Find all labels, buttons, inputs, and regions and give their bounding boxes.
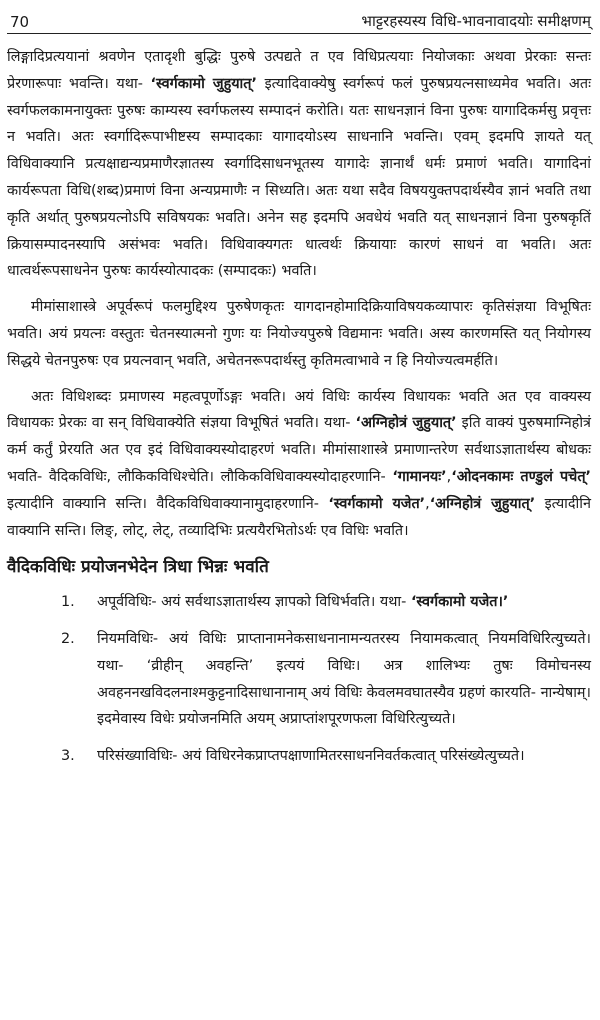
text-run: अतः विधिशब्दः प्रमाणस्य महत्वपूर्णोऽङ्गः भवति। अयं विधिः कार्यस्य विधायकः भवति अत एव वाक्यस्य विधायकः प्रेरकः वा सन् विधिवाक्येति संज्ञया विभूषितं भवति। यथा- — [7, 388, 591, 432]
quoted-example: ‘स्वर्गकामो यजेत’ — [328, 495, 426, 512]
page-body — [7, 44, 591, 770]
header-rule — [7, 33, 591, 34]
paragraph-1 — [7, 44, 591, 285]
text-run: इत्यादीनि वाक्यानि सन्ति। वैदिकविधिवाक्यानामुदाहरणानि- — [7, 495, 329, 512]
quoted-example: ‘ओदनकामः तण्डुलं पचेत्’ — [451, 468, 591, 485]
list-number: 3. — [61, 748, 75, 765]
text-run: इति वाक्यं पुरुषमाग्निहोत्रं कर्म कर्तुं प्रेरयति अत एव इदं विधिवाक्यस्योदाहरणं भवति। मीमांसाशास्त्रे प्रमाणान्तरेण सर्वथाऽज्ञातार्थस्य बोधकः भवति- वैदिकविधिः, लौकिकविधिश्चेति। लौकिकविधिवाक्यस्योदाहरणानि- — [7, 415, 591, 485]
quoted-example: ‘अग्निहोत्रं जुहुयात्’ — [355, 415, 457, 432]
numbered-list — [7, 589, 591, 770]
paragraph-3 — [7, 384, 591, 545]
page-header — [7, 0, 591, 31]
list-item — [7, 743, 591, 770]
list-item — [7, 626, 591, 733]
text-run: , — [446, 468, 452, 485]
list-text: परिसंख्याविधिः- अयं विधिरनेकप्राप्तपक्षाणामितरसाधननिवर्तकत्वात् परिसंख्येत्युच्यते। — [97, 748, 525, 765]
text-run: इत्यादीनि वाक्यानि सन्ति। लिङ्, लोट्, लेट्, तव्यादिभिः प्रत्ययैरभितोऽर्थः एव विधिः भवति। — [7, 495, 591, 539]
running-title: भाट्टरहस्यस्य विधि-भावनावादयोः समीक्षणम् — [361, 12, 591, 30]
quoted-example: ‘स्वर्गकामो जुहुयात्’ — [150, 75, 257, 92]
page-number: 70 — [10, 13, 30, 31]
list-number: 1. — [61, 594, 75, 611]
list-item — [7, 589, 591, 616]
paragraph-2: मीमांसाशास्त्रे अपूर्वरूपं फलमुद्दिश्य पुरुषेणकृतः यागदानहोमादिक्रियाविषयकव्यापारः कृतिसंज्ञया विभूषितः भवति। अयं प्रयत्नः वस्तुतः चेतनस्यात्मनो गुणः यः नियोज्यपुरुषे विद्यमानः भवति। अस्य कारणमस्ति यत् नियोगस्य सिद्धये चेतनपुरुषः एव प्रयत्नवान् भवति, अचेतनरूपदार्थस्तु कृतिमत्वाभावे न हि नियोज्यत्वमर्हति। — [7, 299, 591, 369]
quoted-example: ‘गामानयः’ — [392, 468, 447, 485]
text-run: , — [425, 495, 430, 512]
list-number: 2. — [61, 630, 75, 647]
quoted-example: ‘अग्निहोत्रं जुहुयात्’ — [429, 495, 536, 512]
text-run: लिङ्गादिप्रत्ययानां श्रवणेन एतादृशी बुद्धिः पुरुषे उत्पद्यते त एव विधिप्रत्ययाः नियोजकाः अथवा प्रेरकाः सन्तः प्रेरणारूपाः भवन्ति। यथा- — [7, 49, 591, 92]
list-text: नियमविधिः- अयं विधिः प्राप्तानामनेकसाधनानामन्यतरस्य नियामकत्वात् नियमविधिरित्युच्यते। यथा- ‘व्रीहीन् अवहन्ति’ इत्ययं विधिः। अत्र शालिभ्यः तुषः विमोचनस्य अवहननखविदलनाश्मकुट्टनादिसाधानानाम् अयं विधिः केवलमवघातस्यैव ग्रहणं कारयति- नान्येषाम्। इदमेवास्य विधेः प्रयोजनमिति अयम् अप्राप्तांशपूरणफला विधिरित्युच्यते। — [97, 630, 591, 728]
quoted-example: ‘स्वर्गकामो यजेत।’ — [410, 594, 509, 611]
text-run: इत्यादिवाक्येषु स्वर्गरूपं फलं पुरुषप्रयत्नसाध्यमेव भवति। अतः स्वर्गफलकामनायुक्तः पुरुषः काम्यस्य स्वर्गफलस्य सम्पादनं करोति। यतः साधनज्ञानं विना पुरुषः यागादिकर्मसु प्रवृत्तः न भवति। अतः स्वर्गादिरूपाभीष्टस्य सम्पादकाः यागादयोऽस्य साधनानि भवन्ति। एवम् इदमपि ज्ञायते यत् विधिवाक्यानि प्रत्यक्षाद्यन्यप्रमाणैरज्ञातस्य स्वर्गादिसाधनभूतस्य यागादेः ज्ञानार्थं धर्मः प्रमाणं भवति। यागादिनां कार्यरूपता विधि(शब्द)प्रमाणं विना अन्यप्रमाणैः न सिध्यति। अतः यथा सदैव विषययुक्तपदार्थस्यैव ज्ञानं भवति तथा कृति अर्थात् पुरुषप्रयत्नोऽपि सविषयकः भवति। अनेन सह इदमपि अवधेयं भवति यत् साधनज्ञानं विना पुरुषकृतिं क्रियासम्पादनस्यापि असंभवः भवति। विधिवाक्यगतः धात्वर्थः क्रियायाः कारणं साधनं वा भवति। अतः धात्वर्थरूपसाधनेन पुरुषः कार्यस्योत्पादकः (सम्पादकः) भवति। — [7, 75, 591, 280]
text-run: अपूर्वविधिः- अयं सर्वथाऽज्ञातार्थस्य ज्ञापको विधिर्भवति। यथा- — [97, 594, 411, 611]
list-text — [97, 589, 591, 616]
section-heading: वैदिकविधिः प्रयोजनभेदेन त्रिधा भिन्नः भवति — [7, 557, 269, 578]
